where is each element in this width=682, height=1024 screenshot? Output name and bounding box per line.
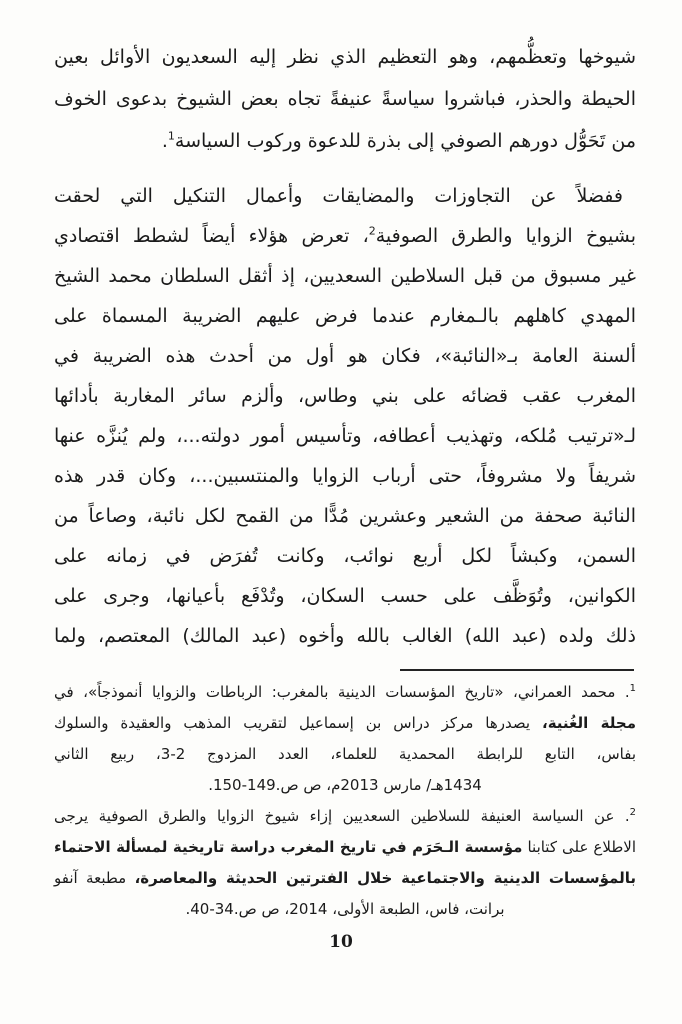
text-line: المهدي كاهلهم بالـمغارم عندما فرض عليهم الضريبة المسماة على bbox=[54, 305, 636, 327]
footnote-ref-1: 1 bbox=[167, 129, 175, 143]
text-line: السمن، وكبشاً لكل أربع نوائب، وكانت تُفرَض في زمانه على bbox=[54, 545, 636, 567]
text-segment: عن السياسة العنيفة للسلاطين السعديين إزاء شيوخ الزوايا والطرق الصوفية يرجى bbox=[54, 807, 615, 825]
text-segment: ، تعرض هؤلاء أيضاً لشطط اقتصادي bbox=[54, 225, 369, 247]
text-segment: . bbox=[615, 683, 630, 701]
footnote-2-line bbox=[54, 832, 636, 863]
footnote-2-line: برانت، فاس، الطبعة الأولى، 2014، ص ص.34-40. bbox=[185, 900, 505, 918]
footnote-2-line bbox=[54, 863, 636, 894]
text-segment: . bbox=[614, 807, 630, 825]
book-title: بالمؤسسات الدينية والاجتماعية خلال الفترتين الحديثة والمعاصرة، bbox=[134, 869, 636, 887]
text-line: غير مسبوق من قبل السلاطين السعديين، إذ أثقل السلطان محمد الشيخ bbox=[54, 265, 636, 287]
text-line bbox=[54, 216, 636, 256]
footnote-1-marker: 1 bbox=[629, 683, 636, 694]
footnote-1-line: 1434هـ/ مارس 2013م، ص ص.149-150. bbox=[208, 776, 482, 794]
text-segment: بشيوخ الزوايا والطرق الصوفية bbox=[375, 225, 637, 247]
text-line: المغرب عقب قضائه على بني وطاس، وألزم سائر المغاربة بأدائها bbox=[54, 385, 636, 407]
footnote-ref-2: 2 bbox=[368, 224, 376, 238]
journal-title: مجلة الغُنية، bbox=[542, 714, 636, 732]
text-line: الكوانين، وتُوَظَّف على حسب السكان، وتُدْفَع بأعيانها، وجرى على bbox=[54, 585, 636, 607]
text-segment: الاطلاع على كتابنا bbox=[522, 838, 636, 856]
text-line: ذلك ولده (عبد الله) الغالب بالله وأخوه (عبد المالك) المعتصم، ولما bbox=[54, 625, 636, 647]
text-line bbox=[54, 120, 636, 162]
text-line: شريفاً ولا مشروفاً، حتى أرباب الزوايا والمنتسبين...، وكان قدر هذه bbox=[54, 465, 636, 487]
footnote-2-marker: 2 bbox=[629, 807, 636, 818]
text-line: ففضلاً عن التجاوزات والمضايقات وأعمال التنكيل التي لحقت bbox=[54, 185, 623, 207]
footnote-separator bbox=[400, 669, 634, 671]
footnote-1-line bbox=[54, 677, 636, 708]
text-segment: من تَحَوُّل دورهم الصوفي إلى بذرة للدعوة وركوب السياسة bbox=[174, 130, 636, 152]
footnotes-block bbox=[54, 677, 636, 925]
text-line: النائبة صحفة من الشعير وعشرين مُدًّا من القمح لكل نائبة، وصاعاً من bbox=[54, 505, 636, 527]
book-title: مؤسسة الـحَرَم في تاريخ المغرب دراسة تاريخية لمسألة الاحتماء bbox=[54, 838, 523, 856]
text-segment: مطبعة آنفو bbox=[54, 869, 135, 887]
text-segment: يصدرها مركز دراس بن إسماعيل لتقريب المذهب والعقيدة والسلوك bbox=[54, 714, 542, 732]
page-number: 10 bbox=[329, 932, 353, 952]
footnote-2-line bbox=[54, 801, 636, 832]
text-line: شيوخها وتعظُّمهم، وهو التعظيم الذي نظر إليه السعديون الأوائل بعين bbox=[54, 46, 636, 68]
paragraph-1 bbox=[54, 36, 636, 162]
text-segment: . bbox=[161, 130, 168, 152]
text-line: ألسنة العامة بـ«النائبة»، فكان هو أول من أحدث هذه الضريبة في bbox=[54, 345, 636, 367]
paragraph-2 bbox=[54, 176, 636, 656]
footnote-1-line bbox=[54, 708, 636, 739]
text-line: الحيطة والحذر، فباشروا سياسةً عنيفةً تجاه بعض الشيوخ بدعوى الخوف bbox=[54, 88, 636, 110]
footnote-1-line: بفاس، التابع للرابطة المحمدية للعلماء، العدد المزدوج 2-3، ربيع الثاني bbox=[54, 745, 636, 763]
text-segment: محمد العمراني، «تاريخ المؤسسات الدينية بالمغرب: الرباطات والزوايا أنموذجاً»، في bbox=[54, 683, 616, 701]
text-line: لـ«ترتيب مُلكه، وتهذيب أعطافه، وتأسيس أمور دولته...، ولم يُنزَّه عنها bbox=[54, 425, 636, 447]
